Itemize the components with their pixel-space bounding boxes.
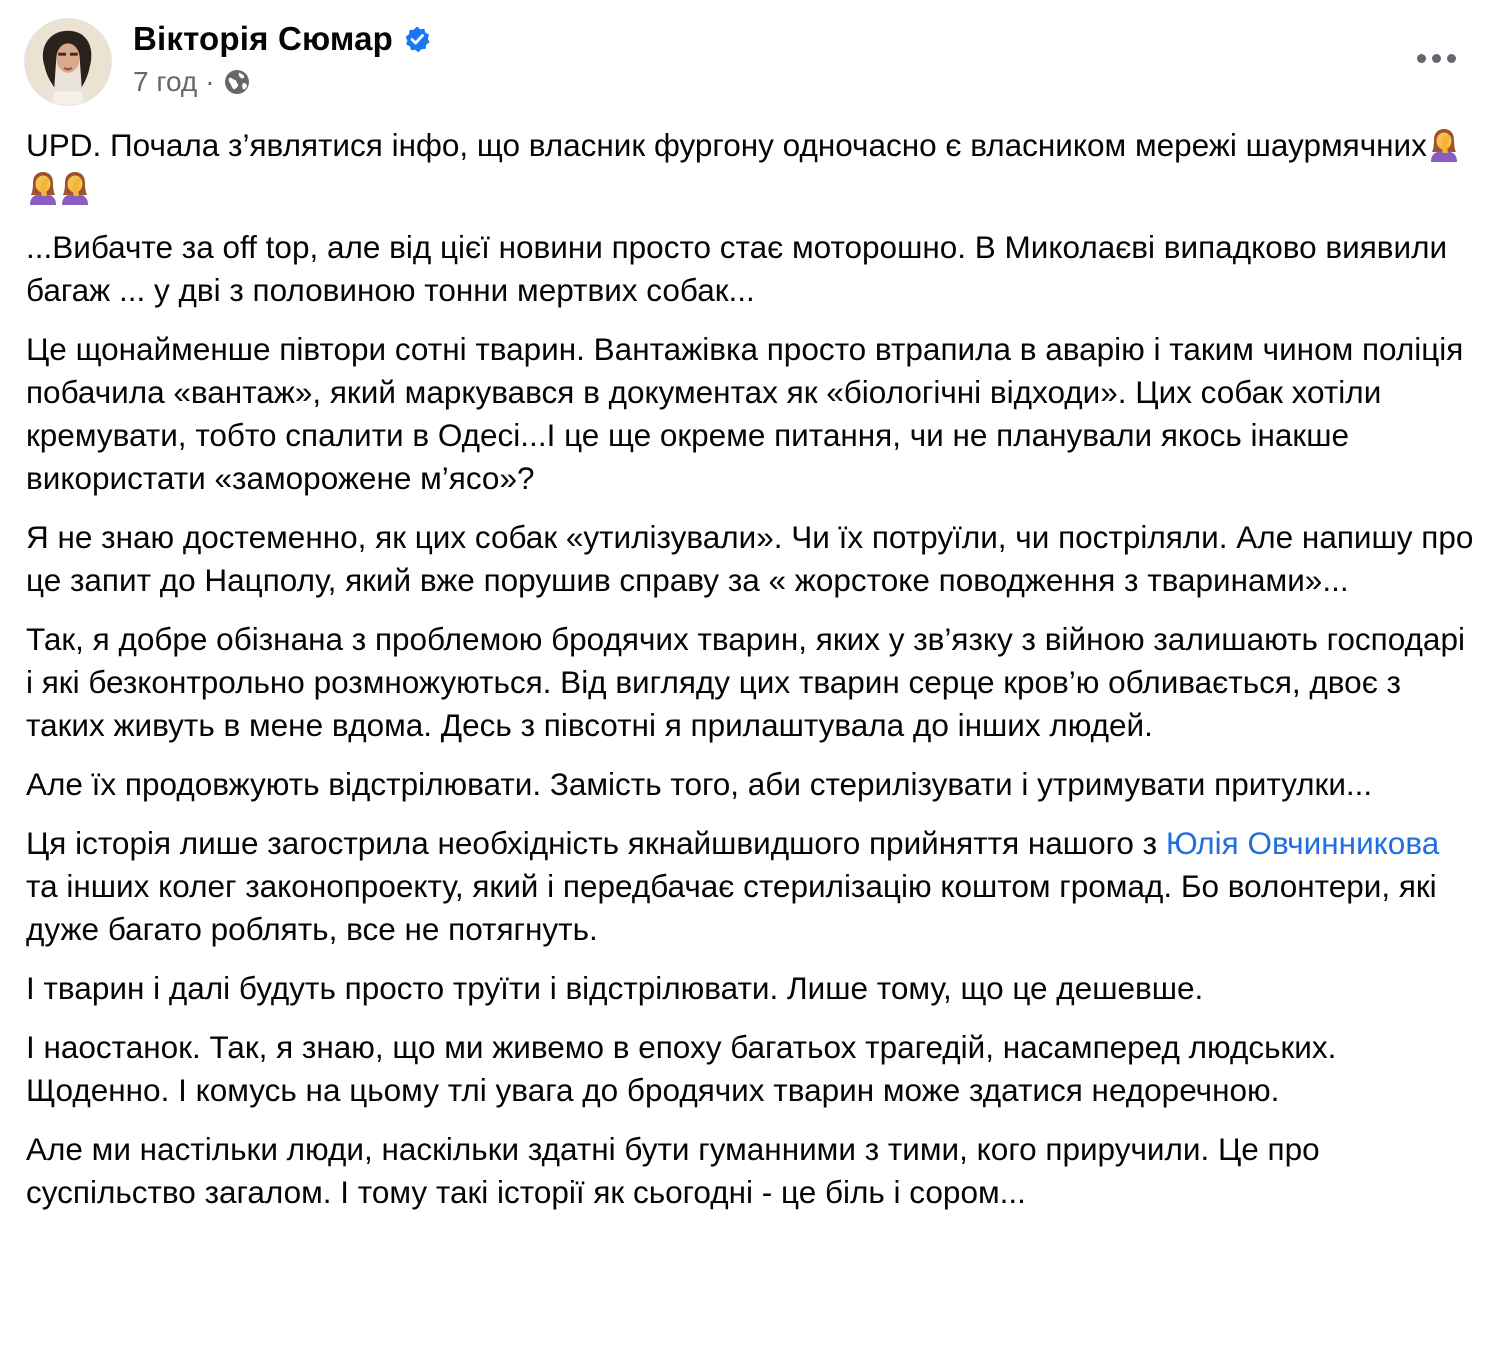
woman-facepalming-emoji-icon (60, 171, 90, 205)
post-body (26, 124, 1478, 1230)
author-avatar[interactable] (24, 18, 112, 106)
verified-badge-icon (403, 25, 431, 53)
more-dot (1417, 54, 1426, 63)
post-paragraph: Але ми настільки люди, наскільки здатні бути гуманними з тими, кого приручили. Це про суспільство загалом. І тому такі історії як сьогодні - це біль і сором... (26, 1131, 1320, 1210)
post-paragraph (26, 124, 1478, 210)
more-dot (1432, 54, 1441, 63)
woman-facepalming-emoji-icon (1429, 128, 1459, 162)
post-paragraph: ...Вибачте за off top, але від цієї новини просто стає моторошно. В Миколаєві випадково виявили багаж ... у дві з половиною тонни мертвих собак... (26, 229, 1448, 308)
avatar-photo (25, 19, 111, 105)
paragraph-text: та інших колег законопроекту, який і передбачає стерилізацію коштом громад. Бо волонтери, які дуже багато роблять, все не потягнуть. (26, 868, 1437, 947)
paragraph-text: Ця історія лише загострила необхідність якнайшвидшого прийняття нашого з (26, 825, 1166, 861)
mention-link[interactable]: Юлія Овчинникова (1165, 825, 1440, 861)
post-meta (133, 66, 251, 98)
post-paragraph: І наостанок. Так, я знаю, що ми живемо в епоху багатьох трагедій, насамперед людських. Щоденно. І комусь на цьому тлі увага до бродячих тварин може здатися недоречною. (26, 1029, 1337, 1108)
meta-separator: · (205, 66, 215, 97)
globe-icon[interactable] (223, 68, 251, 96)
post-header (24, 18, 1476, 108)
post-paragraph: Я не знаю достеменно, як цих собак «утилізували». Чи їх потруїли, чи постріляли. Але напишу про це запит до Нацполу, який вже порушив справу за « жорстоке поводження з тваринами»... (26, 519, 1474, 598)
woman-facepalming-emoji-icon (28, 171, 58, 205)
more-dot (1447, 54, 1456, 63)
post-paragraph: Це щонайменше півтори сотні тварин. Вантажівка просто втрапила в аварію і таким чином поліція побачила «вантаж», який маркувався в документах як «біологічні відходи». Цих собак хотіли кремувати, тобто спалити в Одесі...І це ще окреме питання, чи не планували якось інакше використати «заморожене м’ясо»? (26, 331, 1464, 496)
paragraph-text: UPD. Почала з’являтися інфо, що власник фургону одночасно є власником мережі шаурмячних (26, 127, 1427, 163)
author-name-row (133, 20, 431, 58)
author-name[interactable]: Вікторія Сюмар (133, 20, 394, 57)
post-paragraph: Але їх продовжують відстрілювати. Замість того, аби стерилізувати і утримувати притулки... (26, 766, 1373, 802)
post-timestamp[interactable]: 7 год (133, 66, 198, 97)
post-paragraph (26, 822, 1478, 951)
post-paragraph: І тварин і далі будуть просто труїти і відстрілювати. Лише тому, що це дешевше. (26, 970, 1204, 1006)
more-options-icon[interactable] (1408, 44, 1464, 72)
post-paragraph: Так, я добре обізнана з проблемою бродячих тварин, яких у зв’язку з війною залишають господарі і які безконтрольно розмножуються. Від вигляду цих тварин серце кров’ю обливається, двоє з таких живуть в мене вдома. Десь з півсотні я прилаштувала до інших людей. (26, 621, 1465, 743)
